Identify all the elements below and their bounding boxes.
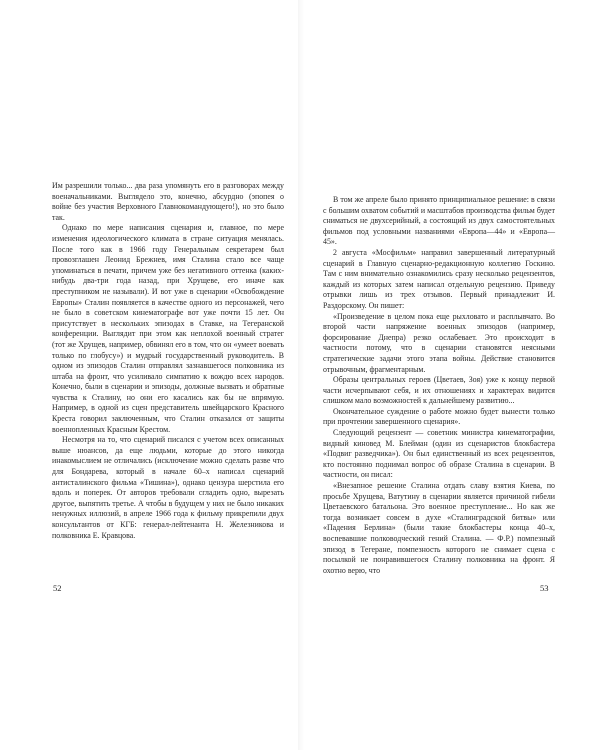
page-number-left: 52	[53, 583, 62, 593]
left-paragraph-3: Несмотря на то, что сценарий писался с учетом всех описанных выше нюансов, да еще людьми, которые до этого никогда инакомыслием не отличались (исключение можно сделать разве что для Бондарева, который в начале 60–х написал сценарий антисталинского фильма «Тишина»), однако цензура шерстила его вдоль и поперек. От авторов требовали сгладить одно, вырезать другое, выпятить третье. А чтобы в будущем у них не было никаких ненужных иллюзий, в апреле 1966 года к фильму прикрепили двух консультантов от КГБ: генерал-лейтенанта Н. Железникова и полковника Е. Кравцова.	[52, 435, 284, 540]
right-paragraph-5: Окончательное суждение о работе можно будет вынести только при прочтении завершенного сценария».	[323, 406, 555, 427]
left-page	[52, 181, 284, 541]
right-paragraph-3: «Произведение в целом пока еще рыхловато и расплывчато. Во второй части напряжение военных эпизодов (например, форсирование Днепра) резко ослабевает. Это происходит в частности потому, что в сценарии становятся неясными стратегические задачи этого этапа войны. Действие становится отрывочным, фрагментарным.	[323, 311, 555, 374]
right-page	[323, 195, 555, 576]
left-paragraph-1: Им разрешили только... два раза упомянуть его в разговорах между военачальниками. Выглядело это, конечно, абсурдно (эпопея о войне без участия Верховного Главнокомандующего!), но это было так.	[52, 181, 284, 222]
right-paragraph-1: В том же апреле было принято принципиальное решение: в связи с большим охватом событий и масштабов производства фильм будет сниматься не двухсерийный, а состоящий из двух самостоятельных фильмов под условными названиями «Европа—44» и «Европа—45».	[323, 195, 555, 247]
right-paragraph-2: 2 августа «Мосфильм» направил завершенный литературный сценарий в Главную сценарно-редакционную коллегию Госкино. Там с ним внимательно ознакомились сразу несколько рецензентов, каждый из которых затем написал отдельную рецензию. Приведу отрывки лишь из трех отзывов. Первый принадлежит И. Раздорскому. Он пишет:	[323, 247, 555, 310]
right-paragraph-7: «Внезапное решение Сталина отдать славу взятия Киева, по просьбе Хрущева, Ватутину в сценарии является причиной гибели Цветаевского батальона. Это военное преступление... Но как же тогда возникает совсем в духе «Сталинградской битвы» или «Падения Берлина» (были такие блокбастеры конца 40–х, воспевавшие полководческий гений Сталина. — Ф.Р.) помпезный эпизод в Тегеране, помпезность которого не снимает сцена с посылкой не понравившегося Сталину полковника на фронт. Я охотно верю, что	[323, 481, 555, 575]
right-paragraph-6: Следующий рецензент — советник министра кинематографии, видный киновед М. Блейман (один из сценаристов блокбастера «Подвиг разведчика»). Он был единственный из всех рецензентов, кто постоянно поднимал вопрос об образе Сталина в сценарии. В частности, он писал:	[323, 428, 555, 480]
page-number-right: 53	[540, 583, 549, 593]
gutter-shadow	[298, 0, 304, 750]
right-paragraph-4: Образы центральных героев (Цветаев, Зоя) уже к концу первой части исчерпывают себя, и их отношениях и характерах видится слишком мало возможностей к дальнейшему развитию...	[323, 375, 555, 406]
left-paragraph-2: Однако по мере написания сценария и, главное, по мере изменения идеологического климата в стране ситуация менялась. После того как в 1966 году Генеральным секретарем был провозглашен Леонид Брежнев, имя Сталина стало все чаще упоминаться в печати, причем уже без негативного оттенка (каких-нибудь два-три года назад, при Хрущеве, его иначе как преступником не называли). И вот уже в сценарии «Освобождение Европы» Сталин появляется в качестве одного из персонажей, чего не было в советском кинематографе вот уже почти 15 лет. Он присутствует в нескольких эпизодах в Ставке, на Тегеранской конференции. Выглядит при этом как неплохой военный стратег (тот же Хрущев, например, обвинял его в том, что он «умеет воевать только по глобусу») и мудрый государственный руководитель. В одном из эпизодов Сталин отправлял зазнавшегося полковника из штаба на фронт, что усиливало симпатию к вождю всех народов. Конечно, были в сценарии и эпизоды, должные вызвать и обратные чувства к Сталину, но они его касались как бы не впрямую. Например, в одной из сцен представитель швейцарского Красного Креста говорил заключенным, что Сталин отказался от защиты военнопленных Красным Крестом.	[52, 223, 284, 434]
